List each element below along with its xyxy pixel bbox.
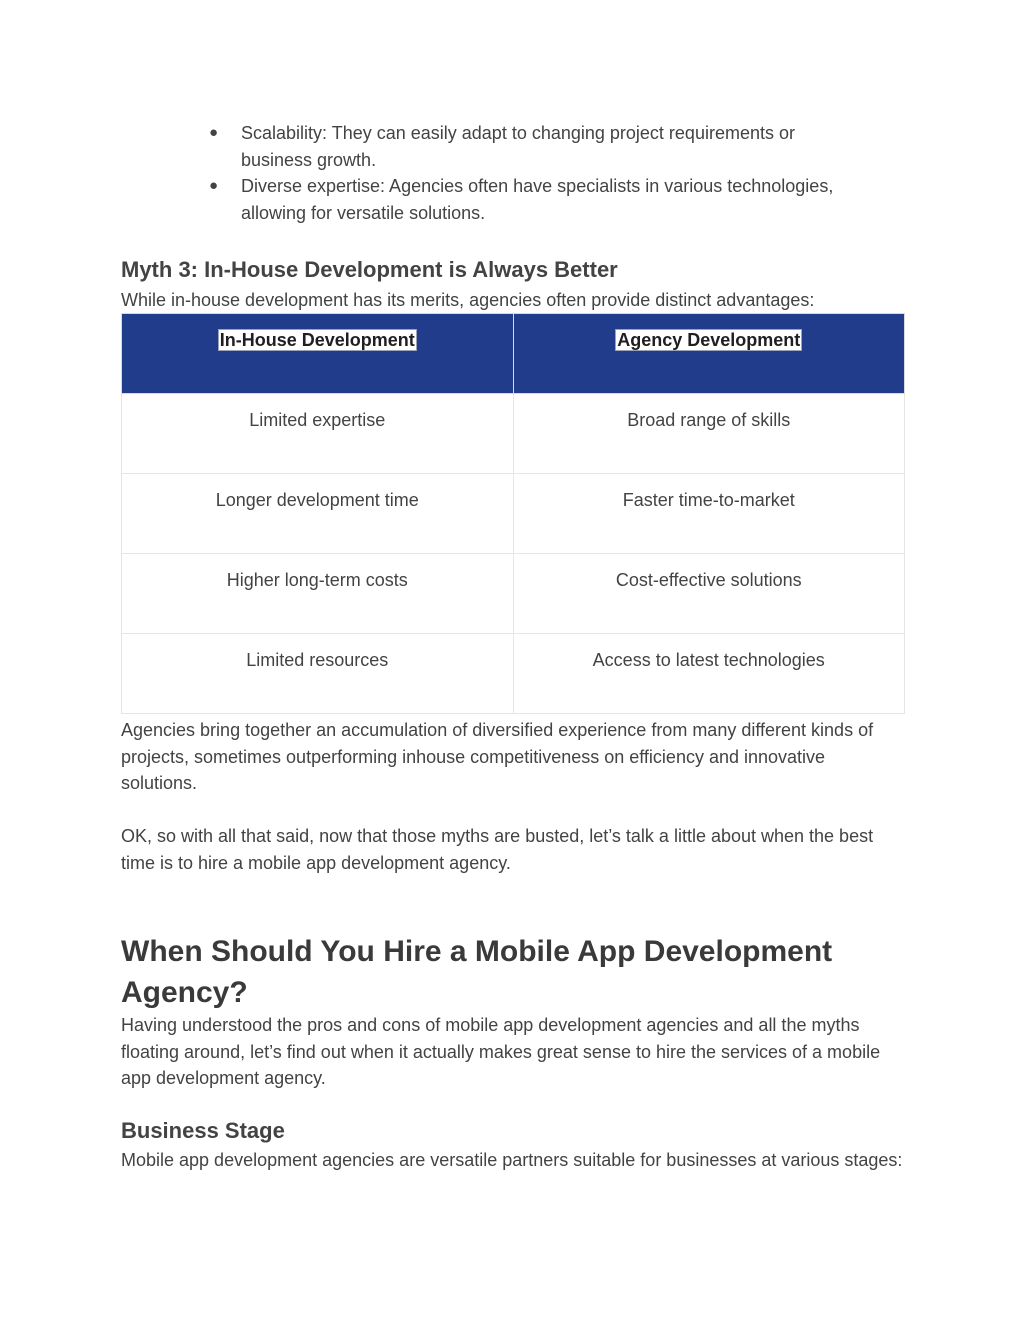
table-cell: Access to latest technologies [513,634,905,714]
business-stage-intro: Mobile app development agencies are versatile partners suitable for businesses at various stages: [121,1150,903,1170]
business-stage-heading: Business Stage [121,1118,285,1143]
list-item [209,173,909,226]
table-cell: Cost-effective solutions [513,554,905,634]
bullet-icon: ● [209,177,219,194]
myth3-intro: While in-house development has its merits, agencies often provide distinct advantages: [121,290,815,310]
bullet-text: Scalability: They can easily adapt to changing project requirements or [241,123,795,143]
section-heading: When Should You Hire a Mobile App Development Agency? [121,935,833,1009]
table-row [122,474,905,554]
bullet-text: allowing for versatile solutions. [241,202,486,223]
comparison-table [121,313,905,714]
table-header-row [122,314,905,394]
bullet-text: Diverse expertise: Agencies often have specialists in various technologies, [241,176,834,196]
bullet-text: business growth. [241,149,377,170]
table-cell: Longer development time [122,474,514,554]
myth3-heading: Myth 3: In-House Development is Always Better [121,257,618,282]
list-item [209,120,909,173]
table-row [122,554,905,634]
table-row [122,634,905,714]
table-cell: Limited expertise [122,394,514,474]
table-cell: Faster time-to-market [513,474,905,554]
after-table-paragraph: Agencies bring together an accumulation of diversified experience from many different kinds of projects, sometimes outperforming inhouse competitiveness on efficiency and innovative solutions. [121,720,874,793]
section-intro: Having understood the pros and cons of mobile app development agencies and all the myths floating around, let’s find out when it actually makes great sense to hire the services of a mobile app development agency. [121,1015,881,1088]
table-header-cell [513,314,905,394]
transition-paragraph: OK, so with all that said, now that those myths are busted, let’s talk a little about when the best time is to hire a mobile app development agency. [121,826,874,873]
table-cell: Broad range of skills [513,394,905,474]
header-label: In-House Development [219,330,415,350]
header-label: Agency Development [617,330,801,350]
table-cell: Higher long-term costs [122,554,514,634]
bullet-list [209,120,909,226]
table-cell: Limited resources [122,634,514,714]
table-row [122,394,905,474]
table-header-cell [122,314,514,394]
bullet-icon: ● [209,124,219,141]
